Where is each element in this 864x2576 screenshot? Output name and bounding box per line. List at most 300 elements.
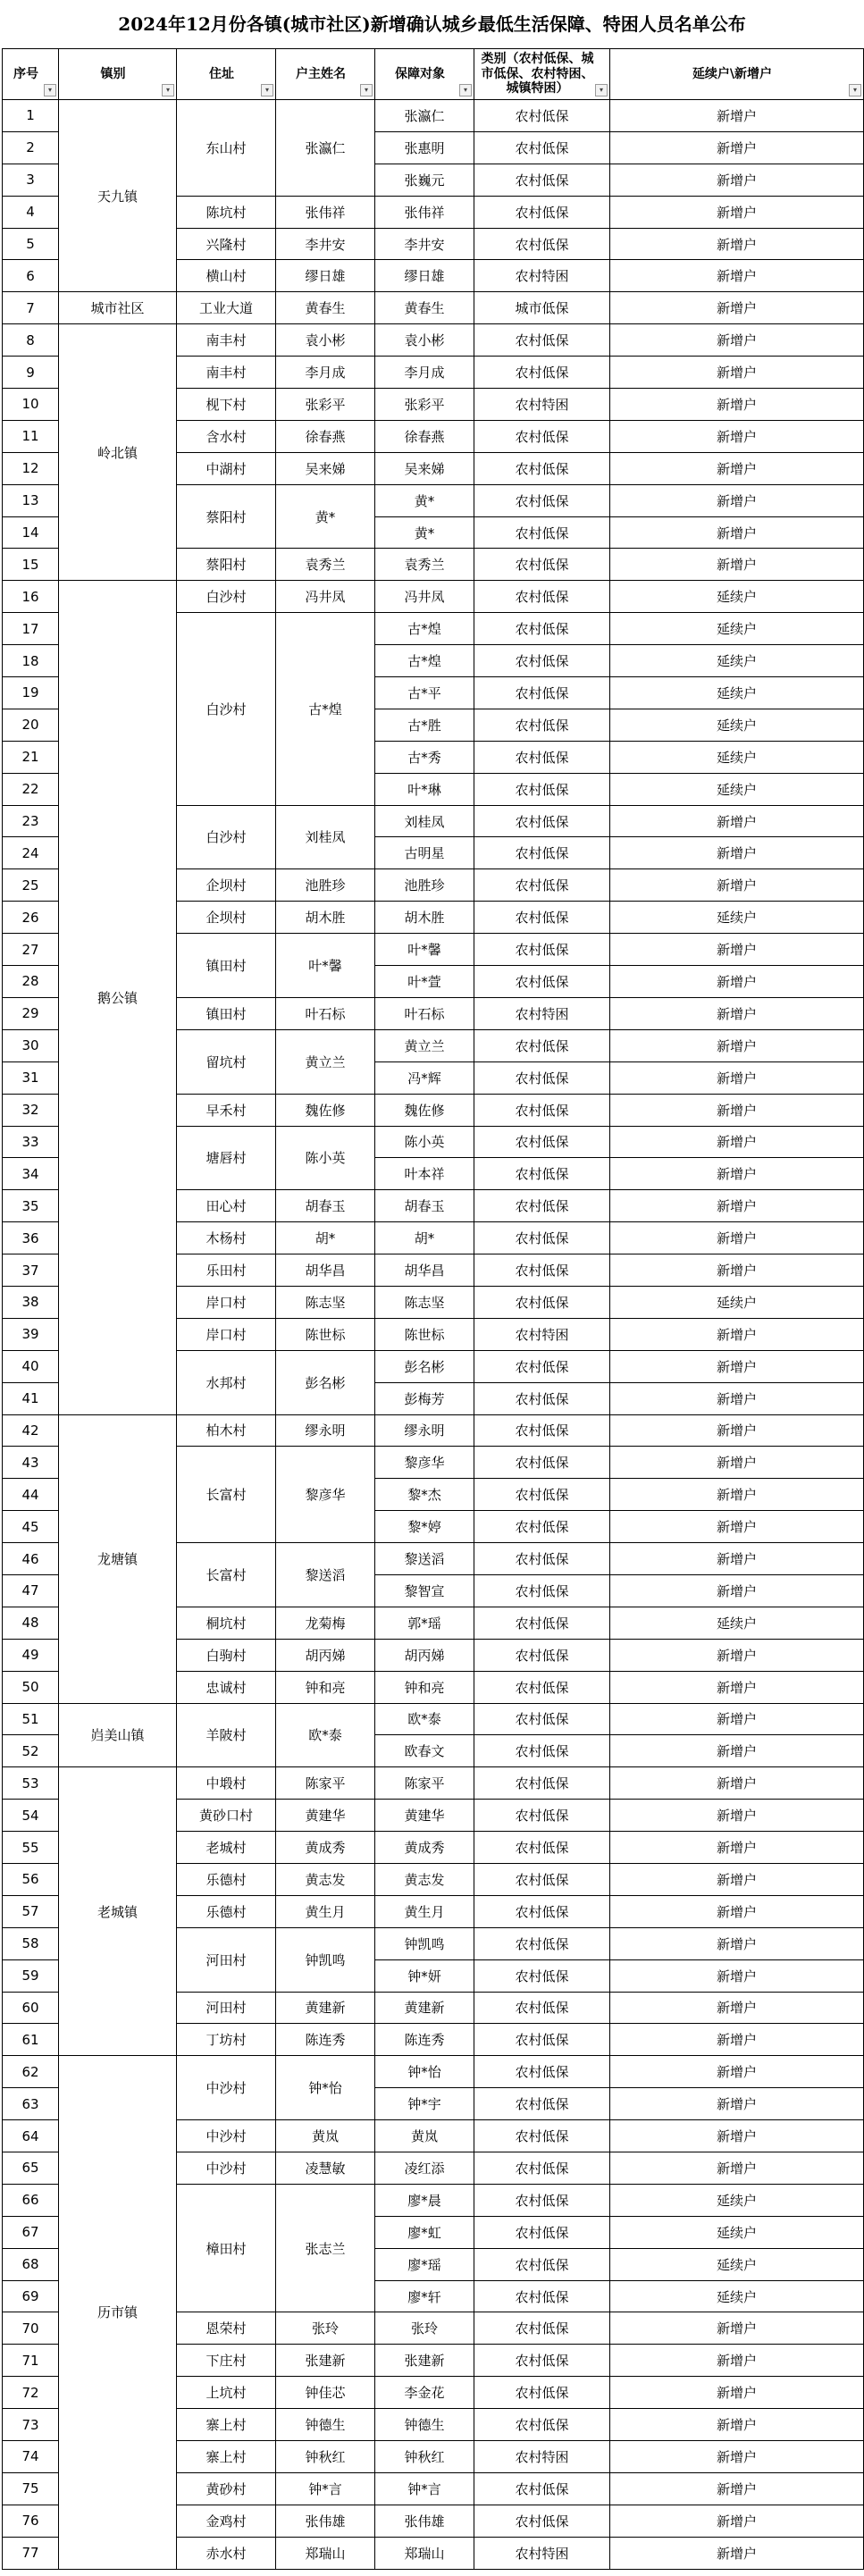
row-number: 72 bbox=[3, 2377, 59, 2409]
row-number: 3 bbox=[3, 164, 59, 196]
status-cell: 新增户 bbox=[610, 997, 864, 1029]
beneficiary-cell: 钟*妍 bbox=[375, 1959, 474, 1992]
address-cell: 桐坑村 bbox=[177, 1607, 276, 1639]
category-cell: 农村低保 bbox=[474, 837, 610, 869]
category-cell: 农村低保 bbox=[474, 196, 610, 228]
beneficiary-cell: 古*秀 bbox=[375, 741, 474, 773]
row-number: 24 bbox=[3, 837, 59, 869]
address-cell: 兴隆村 bbox=[177, 228, 276, 260]
row-number: 74 bbox=[3, 2441, 59, 2473]
category-cell: 农村低保 bbox=[474, 1479, 610, 1511]
beneficiary-cell: 刘桂凤 bbox=[375, 805, 474, 837]
row-number: 5 bbox=[3, 228, 59, 260]
category-cell: 农村低保 bbox=[474, 773, 610, 805]
beneficiary-cell: 徐春燕 bbox=[375, 420, 474, 452]
category-cell: 农村低保 bbox=[474, 934, 610, 966]
category-cell: 农村低保 bbox=[474, 484, 610, 516]
row-number: 12 bbox=[3, 452, 59, 484]
col-header-head-label: 户主姓名 bbox=[296, 66, 346, 81]
row-number: 49 bbox=[3, 1639, 59, 1671]
address-cell: 镇田村 bbox=[177, 997, 276, 1029]
household-head-cell: 黄岚 bbox=[276, 2120, 375, 2152]
household-head-cell: 钟秋红 bbox=[276, 2441, 375, 2473]
address-cell: 白沙村 bbox=[177, 613, 276, 805]
address-cell: 恩荣村 bbox=[177, 2312, 276, 2345]
filter-dropdown-icon[interactable]: ▾ bbox=[360, 84, 373, 96]
status-cell: 新增户 bbox=[610, 1190, 864, 1222]
household-head-cell: 刘桂凤 bbox=[276, 805, 375, 869]
address-cell: 黄砂村 bbox=[177, 2472, 276, 2505]
status-cell: 新增户 bbox=[610, 2120, 864, 2152]
address-cell: 木杨村 bbox=[177, 1222, 276, 1254]
household-head-cell: 袁小彬 bbox=[276, 324, 375, 357]
row-number: 67 bbox=[3, 2216, 59, 2248]
filter-dropdown-icon[interactable]: ▾ bbox=[459, 84, 472, 96]
address-cell: 寨上村 bbox=[177, 2409, 276, 2441]
beneficiary-cell: 古明星 bbox=[375, 837, 474, 869]
category-cell: 农村低保 bbox=[474, 1992, 610, 2024]
status-cell: 新增户 bbox=[610, 549, 864, 581]
category-cell: 农村低保 bbox=[474, 677, 610, 709]
category-cell: 农村低保 bbox=[474, 2409, 610, 2441]
household-head-cell: 钟*怡 bbox=[276, 2056, 375, 2120]
beneficiary-cell: 李金花 bbox=[375, 2377, 474, 2409]
category-cell: 农村低保 bbox=[474, 1447, 610, 1479]
status-cell: 新增户 bbox=[610, 2345, 864, 2377]
address-cell: 金鸡村 bbox=[177, 2505, 276, 2537]
beneficiary-cell: 张巍元 bbox=[375, 164, 474, 196]
row-number: 33 bbox=[3, 1126, 59, 1158]
status-cell: 新增户 bbox=[610, 869, 864, 902]
address-cell: 黄砂口村 bbox=[177, 1800, 276, 1832]
category-cell: 农村低保 bbox=[474, 1639, 610, 1671]
beneficiary-cell: 胡春玉 bbox=[375, 1190, 474, 1222]
beneficiary-cell: 凌红添 bbox=[375, 2152, 474, 2185]
beneficiary-cell: 叶石标 bbox=[375, 997, 474, 1029]
household-head-cell: 李井安 bbox=[276, 228, 375, 260]
beneficiary-cell: 叶*琳 bbox=[375, 773, 474, 805]
status-cell: 新增户 bbox=[610, 1511, 864, 1543]
status-cell: 新增户 bbox=[610, 1126, 864, 1158]
category-cell: 农村低保 bbox=[474, 1126, 610, 1158]
category-cell: 农村低保 bbox=[474, 1574, 610, 1607]
status-cell: 新增户 bbox=[610, 1318, 864, 1350]
beneficiary-cell: 黄* bbox=[375, 516, 474, 549]
address-cell: 中湖村 bbox=[177, 452, 276, 484]
address-cell: 南丰村 bbox=[177, 324, 276, 357]
row-number: 29 bbox=[3, 997, 59, 1029]
household-head-cell: 叶*馨 bbox=[276, 934, 375, 998]
category-cell: 农村低保 bbox=[474, 805, 610, 837]
address-cell: 陈坑村 bbox=[177, 196, 276, 228]
status-cell: 新增户 bbox=[610, 934, 864, 966]
town-cell: 天九镇 bbox=[59, 100, 177, 292]
household-head-cell: 欧*泰 bbox=[276, 1703, 375, 1767]
household-head-cell: 池胜珍 bbox=[276, 869, 375, 902]
status-cell: 新增户 bbox=[610, 1895, 864, 1927]
household-head-cell: 黄立兰 bbox=[276, 1029, 375, 1094]
status-cell: 新增户 bbox=[610, 164, 864, 196]
category-cell: 农村低保 bbox=[474, 2505, 610, 2537]
household-head-cell: 叶石标 bbox=[276, 997, 375, 1029]
status-cell: 延续户 bbox=[610, 613, 864, 645]
address-cell: 河田村 bbox=[177, 1927, 276, 1992]
table-row bbox=[3, 100, 864, 132]
address-cell: 长富村 bbox=[177, 1447, 276, 1543]
category-cell: 农村低保 bbox=[474, 613, 610, 645]
beneficiary-cell: 黎*婷 bbox=[375, 1511, 474, 1543]
col-header-category bbox=[474, 49, 610, 100]
row-number: 62 bbox=[3, 2056, 59, 2088]
status-cell: 新增户 bbox=[610, 1992, 864, 2024]
address-cell: 河田村 bbox=[177, 1992, 276, 2024]
category-cell: 农村低保 bbox=[474, 2152, 610, 2185]
category-cell: 农村低保 bbox=[474, 420, 610, 452]
row-number: 26 bbox=[3, 902, 59, 934]
row-number: 36 bbox=[3, 1222, 59, 1254]
address-cell: 镇田村 bbox=[177, 934, 276, 998]
household-head-cell: 黄成秀 bbox=[276, 1832, 375, 1864]
status-cell: 新增户 bbox=[610, 1671, 864, 1703]
beneficiary-cell: 黄* bbox=[375, 484, 474, 516]
row-number: 23 bbox=[3, 805, 59, 837]
category-cell: 农村低保 bbox=[474, 2088, 610, 2120]
row-number: 45 bbox=[3, 1511, 59, 1543]
filter-dropdown-icon[interactable]: ▾ bbox=[162, 84, 174, 96]
address-cell: 含水村 bbox=[177, 420, 276, 452]
status-cell: 新增户 bbox=[610, 196, 864, 228]
table-row bbox=[3, 1414, 864, 1447]
col-header-status bbox=[610, 49, 864, 100]
status-cell: 延续户 bbox=[610, 581, 864, 613]
address-cell: 乐田村 bbox=[177, 1254, 276, 1287]
status-cell: 新增户 bbox=[610, 1703, 864, 1735]
address-cell: 下庄村 bbox=[177, 2345, 276, 2377]
category-cell: 农村特困 bbox=[474, 2441, 610, 2473]
category-cell: 农村低保 bbox=[474, 1767, 610, 1800]
status-cell: 新增户 bbox=[610, 1832, 864, 1864]
row-number: 7 bbox=[3, 292, 59, 324]
beneficiary-cell: 张伟雄 bbox=[375, 2505, 474, 2537]
beneficiary-cell: 陈志坚 bbox=[375, 1286, 474, 1318]
beneficiary-cell: 钟凯鸣 bbox=[375, 1927, 474, 1959]
status-cell: 延续户 bbox=[610, 2216, 864, 2248]
row-number: 8 bbox=[3, 324, 59, 357]
row-number: 2 bbox=[3, 131, 59, 164]
household-head-cell: 胡春玉 bbox=[276, 1190, 375, 1222]
status-cell: 延续户 bbox=[610, 645, 864, 677]
roster-table bbox=[2, 48, 864, 2570]
beneficiary-cell: 张惠明 bbox=[375, 131, 474, 164]
household-head-cell: 张伟祥 bbox=[276, 196, 375, 228]
household-head-cell: 张伟雄 bbox=[276, 2505, 375, 2537]
row-number: 66 bbox=[3, 2184, 59, 2216]
category-cell: 农村低保 bbox=[474, 1158, 610, 1190]
address-cell: 蔡阳村 bbox=[177, 484, 276, 549]
status-cell: 新增户 bbox=[610, 1543, 864, 1575]
status-cell: 延续户 bbox=[610, 773, 864, 805]
row-number: 48 bbox=[3, 1607, 59, 1639]
category-cell: 农村低保 bbox=[474, 1735, 610, 1767]
row-number: 6 bbox=[3, 260, 59, 292]
category-cell: 城市低保 bbox=[474, 292, 610, 324]
row-number: 60 bbox=[3, 1992, 59, 2024]
status-cell: 新增户 bbox=[610, 1350, 864, 1382]
row-number: 1 bbox=[3, 100, 59, 132]
town-cell: 鹅公镇 bbox=[59, 581, 177, 1414]
beneficiary-cell: 黄生月 bbox=[375, 1895, 474, 1927]
row-number: 75 bbox=[3, 2472, 59, 2505]
household-head-cell: 缪永明 bbox=[276, 1414, 375, 1447]
page-title: 2024年12月份各镇(城市社区)新增确认城乡最低生活保障、特困人员名单公布 bbox=[118, 13, 746, 35]
household-head-cell: 张建新 bbox=[276, 2345, 375, 2377]
status-cell: 新增户 bbox=[610, 357, 864, 389]
address-cell: 中沙村 bbox=[177, 2152, 276, 2185]
beneficiary-cell: 廖*虹 bbox=[375, 2216, 474, 2248]
household-head-cell: 龙菊梅 bbox=[276, 1607, 375, 1639]
household-head-cell: 黄* bbox=[276, 484, 375, 549]
row-number: 42 bbox=[3, 1414, 59, 1447]
category-cell: 农村特困 bbox=[474, 1318, 610, 1350]
row-number: 43 bbox=[3, 1447, 59, 1479]
beneficiary-cell: 黄春生 bbox=[375, 292, 474, 324]
address-cell: 留坑村 bbox=[177, 1029, 276, 1094]
household-head-cell: 陈家平 bbox=[276, 1767, 375, 1800]
row-number: 32 bbox=[3, 1094, 59, 1126]
category-cell: 农村低保 bbox=[474, 1414, 610, 1447]
status-cell: 新增户 bbox=[610, 2088, 864, 2120]
status-cell: 延续户 bbox=[610, 2184, 864, 2216]
status-cell: 新增户 bbox=[610, 292, 864, 324]
beneficiary-cell: 欧春文 bbox=[375, 1735, 474, 1767]
beneficiary-cell: 陈世标 bbox=[375, 1318, 474, 1350]
address-cell: 白驹村 bbox=[177, 1639, 276, 1671]
household-head-cell: 陈志坚 bbox=[276, 1286, 375, 1318]
status-cell: 新增户 bbox=[610, 2409, 864, 2441]
beneficiary-cell: 黄岚 bbox=[375, 2120, 474, 2152]
category-cell: 农村低保 bbox=[474, 1832, 610, 1864]
beneficiary-cell: 黄建华 bbox=[375, 1800, 474, 1832]
row-number: 21 bbox=[3, 741, 59, 773]
col-header-category-label: 类别（农村低保、城市低保、农村特困、城镇特困） bbox=[481, 51, 594, 96]
status-cell: 新增户 bbox=[610, 420, 864, 452]
status-cell: 延续户 bbox=[610, 2248, 864, 2280]
household-head-cell: 凌慧敏 bbox=[276, 2152, 375, 2185]
table-row bbox=[3, 581, 864, 613]
category-cell: 农村低保 bbox=[474, 1927, 610, 1959]
category-cell: 农村低保 bbox=[474, 1671, 610, 1703]
status-cell: 新增户 bbox=[610, 100, 864, 132]
beneficiary-cell: 叶本祥 bbox=[375, 1158, 474, 1190]
status-cell: 新增户 bbox=[610, 2377, 864, 2409]
category-cell: 农村低保 bbox=[474, 2472, 610, 2505]
status-cell: 新增户 bbox=[610, 1479, 864, 1511]
beneficiary-cell: 胡木胜 bbox=[375, 902, 474, 934]
category-cell: 农村低保 bbox=[474, 1543, 610, 1575]
row-number: 70 bbox=[3, 2312, 59, 2345]
address-cell: 丁坊村 bbox=[177, 2024, 276, 2056]
beneficiary-cell: 黄立兰 bbox=[375, 1029, 474, 1061]
household-head-cell: 古*煌 bbox=[276, 613, 375, 805]
category-cell: 农村低保 bbox=[474, 2056, 610, 2088]
address-cell: 老城村 bbox=[177, 1832, 276, 1864]
status-cell: 新增户 bbox=[610, 1767, 864, 1800]
category-cell: 农村低保 bbox=[474, 1959, 610, 1992]
address-cell: 企坝村 bbox=[177, 869, 276, 902]
filter-dropdown-icon[interactable]: ▾ bbox=[261, 84, 273, 96]
row-number: 34 bbox=[3, 1158, 59, 1190]
category-cell: 农村低保 bbox=[474, 549, 610, 581]
status-cell: 新增户 bbox=[610, 324, 864, 357]
col-header-address-label: 住址 bbox=[209, 66, 234, 81]
household-head-cell: 钟德生 bbox=[276, 2409, 375, 2441]
beneficiary-cell: 张彩平 bbox=[375, 389, 474, 421]
status-cell: 新增户 bbox=[610, 2024, 864, 2056]
beneficiary-cell: 黄建新 bbox=[375, 1992, 474, 2024]
row-number: 41 bbox=[3, 1382, 59, 1414]
row-number: 9 bbox=[3, 357, 59, 389]
row-number: 71 bbox=[3, 2345, 59, 2377]
status-cell: 延续户 bbox=[610, 741, 864, 773]
beneficiary-cell: 彭名彬 bbox=[375, 1350, 474, 1382]
category-cell: 农村低保 bbox=[474, 2024, 610, 2056]
row-number: 17 bbox=[3, 613, 59, 645]
category-cell: 农村低保 bbox=[474, 741, 610, 773]
row-number: 27 bbox=[3, 934, 59, 966]
row-number: 44 bbox=[3, 1479, 59, 1511]
address-cell: 中沙村 bbox=[177, 2056, 276, 2120]
status-cell: 新增户 bbox=[610, 2312, 864, 2345]
status-cell: 新增户 bbox=[610, 2505, 864, 2537]
category-cell: 农村低保 bbox=[474, 966, 610, 998]
row-number: 22 bbox=[3, 773, 59, 805]
status-cell: 延续户 bbox=[610, 1607, 864, 1639]
household-head-cell: 张志兰 bbox=[276, 2184, 375, 2312]
household-head-cell: 徐春燕 bbox=[276, 420, 375, 452]
beneficiary-cell: 郭*瑶 bbox=[375, 1607, 474, 1639]
col-header-head bbox=[276, 49, 375, 100]
address-cell: 柏木村 bbox=[177, 1414, 276, 1447]
row-number: 28 bbox=[3, 966, 59, 998]
row-number: 25 bbox=[3, 869, 59, 902]
row-number: 46 bbox=[3, 1543, 59, 1575]
row-number: 10 bbox=[3, 389, 59, 421]
household-head-cell: 吴来娣 bbox=[276, 452, 375, 484]
address-cell: 横山村 bbox=[177, 260, 276, 292]
town-cell: 岿美山镇 bbox=[59, 1703, 177, 1767]
category-cell: 农村低保 bbox=[474, 869, 610, 902]
table-row bbox=[3, 2056, 864, 2088]
row-number: 64 bbox=[3, 2120, 59, 2152]
beneficiary-cell: 廖*轩 bbox=[375, 2280, 474, 2312]
category-cell: 农村低保 bbox=[474, 1190, 610, 1222]
beneficiary-cell: 钟德生 bbox=[375, 2409, 474, 2441]
row-number: 16 bbox=[3, 581, 59, 613]
household-head-cell: 张玲 bbox=[276, 2312, 375, 2345]
row-number: 56 bbox=[3, 1863, 59, 1895]
category-cell: 农村低保 bbox=[474, 2280, 610, 2312]
beneficiary-cell: 叶*萱 bbox=[375, 966, 474, 998]
beneficiary-cell: 廖*瑶 bbox=[375, 2248, 474, 2280]
beneficiary-cell: 张瀛仁 bbox=[375, 100, 474, 132]
category-cell: 农村低保 bbox=[474, 1703, 610, 1735]
row-number: 4 bbox=[3, 196, 59, 228]
beneficiary-cell: 古*胜 bbox=[375, 709, 474, 741]
category-cell: 农村低保 bbox=[474, 2312, 610, 2345]
household-head-cell: 胡华昌 bbox=[276, 1254, 375, 1287]
table-row bbox=[3, 1767, 864, 1800]
row-number: 47 bbox=[3, 1574, 59, 1607]
status-cell: 新增户 bbox=[610, 452, 864, 484]
filter-dropdown-icon[interactable]: ▾ bbox=[849, 84, 861, 96]
table-row bbox=[3, 1703, 864, 1735]
status-cell: 新增户 bbox=[610, 389, 864, 421]
filter-dropdown-icon[interactable]: ▾ bbox=[595, 84, 608, 96]
beneficiary-cell: 郑瑞山 bbox=[375, 2537, 474, 2569]
household-head-cell: 冯井凤 bbox=[276, 581, 375, 613]
address-cell: 白沙村 bbox=[177, 581, 276, 613]
household-head-cell: 陈世标 bbox=[276, 1318, 375, 1350]
beneficiary-cell: 古*平 bbox=[375, 677, 474, 709]
beneficiary-cell: 缪永明 bbox=[375, 1414, 474, 1447]
beneficiary-cell: 陈小英 bbox=[375, 1126, 474, 1158]
col-header-address bbox=[177, 49, 276, 100]
status-cell: 新增户 bbox=[610, 2441, 864, 2473]
category-cell: 农村低保 bbox=[474, 1863, 610, 1895]
beneficiary-cell: 黎彦华 bbox=[375, 1447, 474, 1479]
category-cell: 农村低保 bbox=[474, 2248, 610, 2280]
row-number: 19 bbox=[3, 677, 59, 709]
category-cell: 农村低保 bbox=[474, 2216, 610, 2248]
address-cell: 中沙村 bbox=[177, 2120, 276, 2152]
category-cell: 农村低保 bbox=[474, 581, 610, 613]
category-cell: 农村低保 bbox=[474, 1222, 610, 1254]
status-cell: 新增户 bbox=[610, 1254, 864, 1287]
beneficiary-cell: 黄志发 bbox=[375, 1863, 474, 1895]
beneficiary-cell: 缪日雄 bbox=[375, 260, 474, 292]
table-row bbox=[3, 324, 864, 357]
status-cell: 新增户 bbox=[610, 1094, 864, 1126]
beneficiary-cell: 叶*馨 bbox=[375, 934, 474, 966]
household-head-cell: 陈小英 bbox=[276, 1126, 375, 1190]
status-cell: 新增户 bbox=[610, 1800, 864, 1832]
row-number: 69 bbox=[3, 2280, 59, 2312]
address-cell: 白沙村 bbox=[177, 805, 276, 869]
household-head-cell: 黎彦华 bbox=[276, 1447, 375, 1543]
status-cell: 新增户 bbox=[610, 260, 864, 292]
row-number: 77 bbox=[3, 2537, 59, 2569]
row-number: 63 bbox=[3, 2088, 59, 2120]
beneficiary-cell: 彭梅芳 bbox=[375, 1382, 474, 1414]
beneficiary-cell: 胡华昌 bbox=[375, 1254, 474, 1287]
row-number: 54 bbox=[3, 1800, 59, 1832]
town-cell: 龙塘镇 bbox=[59, 1414, 177, 1703]
status-cell: 延续户 bbox=[610, 2280, 864, 2312]
row-number: 40 bbox=[3, 1350, 59, 1382]
address-cell: 枧下村 bbox=[177, 389, 276, 421]
household-head-cell: 张彩平 bbox=[276, 389, 375, 421]
filter-dropdown-icon[interactable]: ▾ bbox=[44, 84, 56, 96]
town-cell: 岭北镇 bbox=[59, 324, 177, 581]
beneficiary-cell: 古*煌 bbox=[375, 613, 474, 645]
address-cell: 羊陂村 bbox=[177, 1703, 276, 1767]
status-cell: 新增户 bbox=[610, 1863, 864, 1895]
category-cell: 农村低保 bbox=[474, 164, 610, 196]
col-header-status-label: 延续户\新增户 bbox=[692, 66, 773, 81]
status-cell: 新增户 bbox=[610, 2537, 864, 2569]
row-number: 37 bbox=[3, 1254, 59, 1287]
category-cell: 农村低保 bbox=[474, 1607, 610, 1639]
